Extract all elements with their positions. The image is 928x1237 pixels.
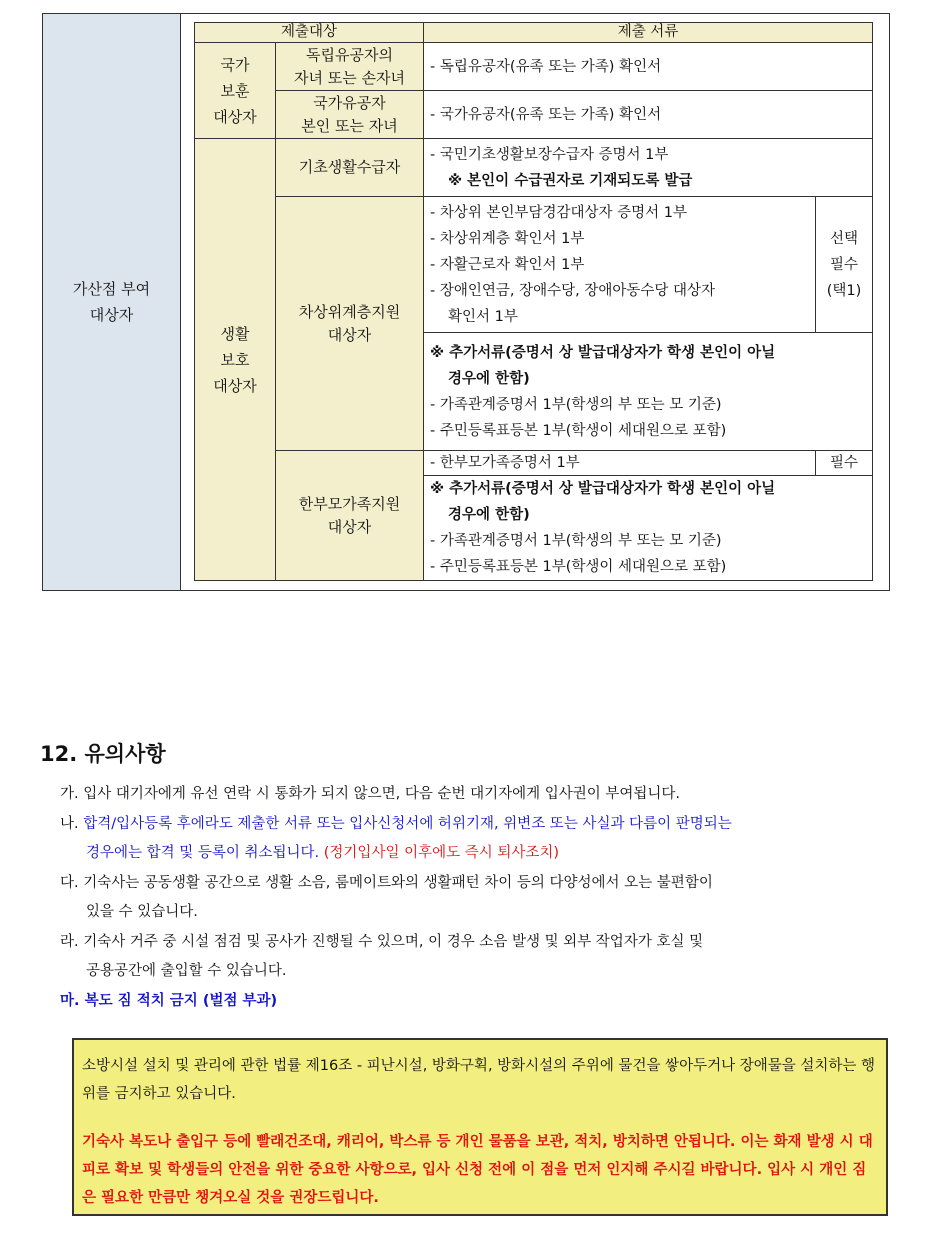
table-row <box>195 197 873 333</box>
doc-cell: - 국민기초생활보장수급자 증명서 1부 ※ 본인이 수급권자로 기재되도록 발급 <box>424 139 873 197</box>
table-row <box>195 43 873 91</box>
table-row <box>195 139 873 197</box>
list-item-continuation: 있을 수 있습니다. <box>86 904 198 920</box>
doc-cell: - 국가유공자(유족 또는 가족) 확인서 <box>424 91 873 139</box>
doc-cell: - 차상위 본인부담경감대상자 증명서 1부 - 차상위계층 확인서 1부 - 자활근로자 확인서 1부 - 장애인연금, 장애수당, 장애아동수당 대상자 확인서 1부 <box>424 197 816 333</box>
category-single-parent: 한부모가족지원 대상자 <box>276 451 424 581</box>
required-note: 필수 <box>816 451 873 476</box>
bonus-target-label: 가산점 부여 대상자 <box>43 14 181 590</box>
list-item-continuation: 경우에는 합격 및 등록이 취소됩니다. (정기입사일 이후에도 즉시 퇴사조치) <box>86 845 560 861</box>
doc-cell: ※ 추가서류(증명서 상 발급대상자가 학생 본인이 아닐 경우에 한함) - 가족관계증명서 1부(학생의 부 또는 모 기준) - 주민등록표등본 1부(학생이 세대원으로 포함) <box>424 333 873 451</box>
header-target: 제출대상 <box>195 23 424 43</box>
table-header-row <box>195 23 873 43</box>
doc-cell: ※ 추가서류(증명서 상 발급대상자가 학생 본인이 아닐 경우에 한함) - 가족관계증명서 1부(학생의 부 또는 모 기준) - 주민등록표등본 1부(학생이 세대원으로 포함) <box>424 476 873 581</box>
documents-table <box>194 22 873 581</box>
doc-cell: - 독립유공자(유족 또는 가족) 확인서 <box>424 43 873 91</box>
table-row <box>195 451 873 476</box>
list-item: 가. 입사 대기자에게 유선 연락 시 통화가 되지 않으면, 다음 순번 대기자에게 입사권이 부여됩니다. <box>60 786 681 802</box>
list-item-continuation: 공용공간에 출입할 수 있습니다. <box>86 963 287 979</box>
list-item: 나. 합격/입사등록 후에라도 제출한 서류 또는 입사신청서에 허위기재, 위변조 또는 사실과 다름이 판명되는 <box>60 815 732 832</box>
category-independence: 독립유공자의 자녀 또는 손자녀 <box>276 43 424 91</box>
section-title: 12. 유의사항 <box>40 742 166 766</box>
group-livelihood: 생활 보호 대상자 <box>195 139 276 581</box>
category-national-merit: 국가유공자 본인 또는 자녀 <box>276 91 424 139</box>
notice-list <box>60 780 900 1016</box>
category-near-poverty: 차상위계층지원 대상자 <box>276 197 424 451</box>
doc-cell: - 한부모가족증명서 1부 <box>424 451 816 476</box>
table-row <box>195 91 873 139</box>
choice-note: 선택 필수 (택1) <box>816 197 873 333</box>
list-item: 마. 복도 짐 적치 금지 (벌점 부과) <box>60 992 278 1009</box>
header-documents: 제출 서류 <box>424 23 873 43</box>
hallway-warning-paragraph: 기숙사 복도나 출입구 등에 빨래건조대, 캐리어, 박스류 등 개인 물품을 보관, 적치, 방치하면 안됩니다. 이는 화재 발생 시 대피로 확보 및 학생들의 안전을 위한 중요한 사항으로, 입사 신청 전에 이 점을 먼저 인지해 주시길 바랍니다. 입사 시 개인 짐은 필요한 만큼만 챙겨오실 것을 권장드립니다. <box>82 1134 873 1206</box>
fire-safety-notice-box <box>72 1038 888 1216</box>
category-basic-livelihood: 기초생활수급자 <box>276 139 424 197</box>
list-item: 라. 기숙사 거주 중 시설 점검 및 공사가 진행될 수 있으며, 이 경우 소음 발생 및 외부 작업자가 호실 및 <box>60 933 704 950</box>
list-item: 다. 기숙사는 공동생활 공간으로 생활 소음, 룸메이트와의 생활패턴 차이 등의 다양성에서 오는 불편함이 <box>60 874 713 891</box>
group-veterans: 국가 보훈 대상자 <box>195 43 276 139</box>
fire-law-paragraph: 소방시설 설치 및 관리에 관한 법률 제16조 - 피난시설, 방화구획, 방화시설의 주위에 물건을 쌓아두거나 장애물을 설치하는 행위를 금지하고 있습니다. <box>82 1058 875 1102</box>
